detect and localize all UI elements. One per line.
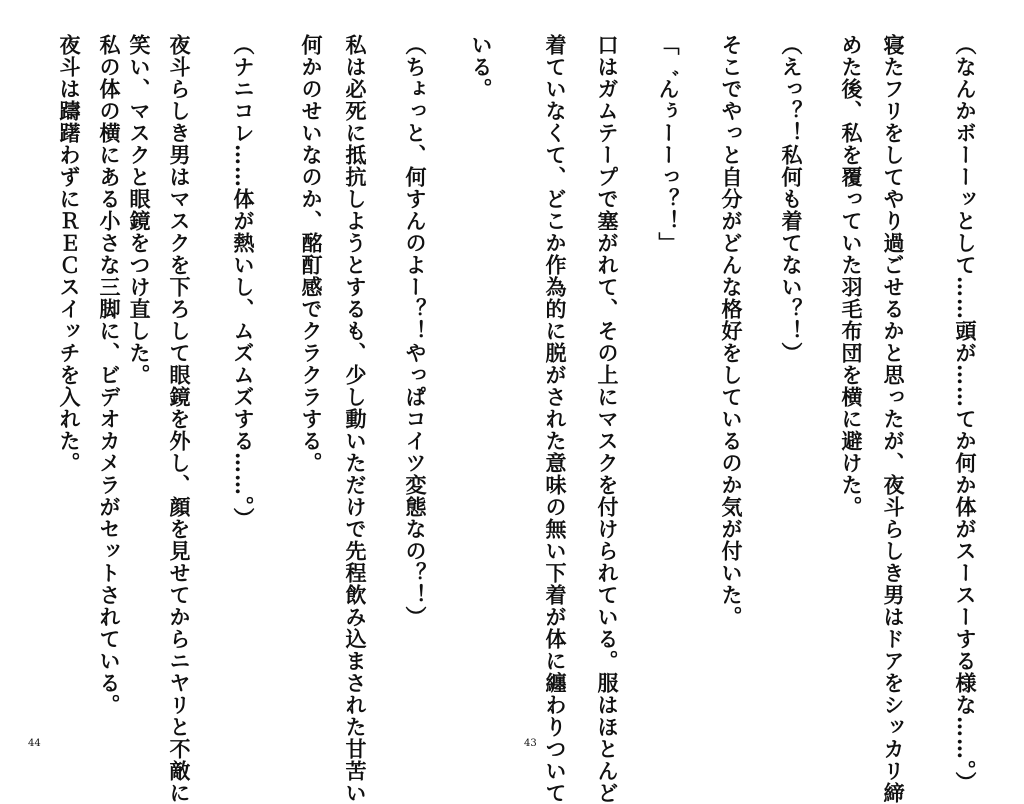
page-number-left: 44 bbox=[28, 738, 41, 749]
text-line: （ナニコレ……体が熱いし、ムズムズする……。） bbox=[231, 34, 256, 530]
text-line: （ちょっと、何すんのよー？！やっぱコイツ変態なの？！） bbox=[403, 34, 428, 628]
page-number-right: 43 bbox=[524, 738, 537, 749]
text-line: 私は必死に抵抗しようとするも、少し動いただけで先程飲み込まされた甘苦い bbox=[343, 34, 368, 804]
text-line: （えっ？！私何も着てない？！） bbox=[779, 34, 804, 364]
text-line: そこでやっと自分がどんな格好をしているのか気が付いた。 bbox=[719, 34, 744, 628]
text-line: 口はガムテープで塞がれて、その上にマスクを付けられている。服はほとんど bbox=[595, 34, 620, 804]
text-line: （なんかボーーッとして……頭が……てか何か体がスースーする様な……。） bbox=[953, 34, 978, 794]
text-line: 寝たフリをしてやり過ごせるかと思ったが、夜斗らしき男はドアをシッカリ締 bbox=[881, 34, 906, 804]
text-line: 着ていなくて、どこか作為的に脱がされた意味の無い下着が体に纏わりついて bbox=[543, 34, 568, 804]
text-line: 私の体の横にある小さな三脚に、ビデオカメラがセットされている。 bbox=[97, 34, 122, 716]
text-line: 夜斗らしき男はマスクを下ろして眼鏡を外し、顔を見せてからニヤリと不敵に bbox=[167, 34, 192, 804]
text-line: 笑い、マスクと眼鏡をつけ直した。 bbox=[127, 34, 152, 386]
text-line: めた後、私を覆っていた羽毛布団を横に避けた。 bbox=[839, 34, 864, 518]
text-line: いる。 bbox=[469, 34, 494, 100]
text-line: 何かのせいなのか、酩酊感でクラクラする。 bbox=[299, 34, 324, 474]
text-line: 夜斗は躊躇わずにＲＥＣスイッチを入れた。 bbox=[57, 34, 82, 474]
text-line: 「゛んぅーーっ？！」 bbox=[656, 34, 681, 254]
